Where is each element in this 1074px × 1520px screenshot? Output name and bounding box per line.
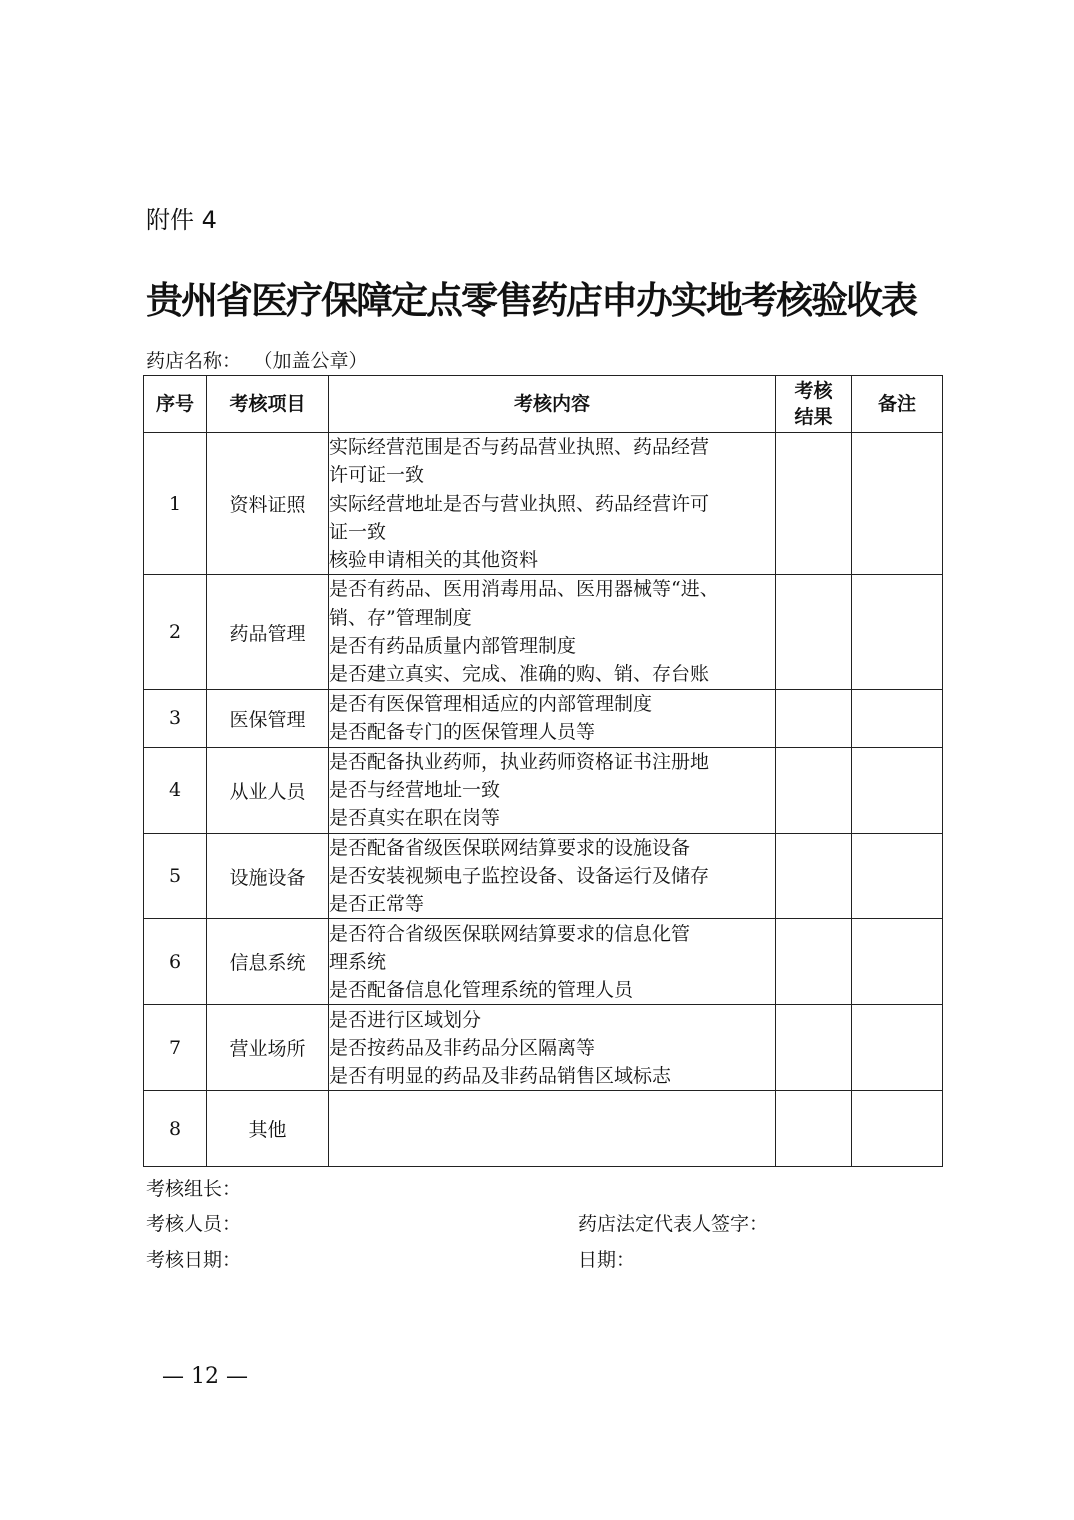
row-remark-cell[interactable] <box>852 575 943 689</box>
document-title: 贵州省医疗保障定点零售药店申办实地考核验收表 <box>146 279 916 322</box>
row-result-cell[interactable] <box>776 833 852 919</box>
table-row <box>144 575 943 689</box>
table-row <box>144 1005 943 1091</box>
row-number: 7 <box>144 1005 207 1091</box>
table-row <box>144 433 943 575</box>
staff-signature-label: 考核人员： <box>146 1213 242 1235</box>
content-line: 是否有明显的药品及非药品销售区域标志 <box>329 1065 672 1088</box>
store-name-label: 药店名称： <box>146 350 242 372</box>
content-line: 核验申请相关的其他资料 <box>329 549 539 572</box>
content-line: 许可证一致 <box>329 464 425 487</box>
content-line: 是否有医保管理相适应的内部管理制度 <box>329 692 653 715</box>
annex-label: 附件 4 <box>146 206 217 234</box>
row-item: 从业人员 <box>207 747 329 833</box>
row-content <box>329 433 776 575</box>
table-row <box>144 747 943 833</box>
row-item: 营业场所 <box>207 1005 329 1091</box>
row-remark-cell[interactable] <box>852 747 943 833</box>
content-line: 是否与经营地址一致 <box>329 778 501 801</box>
row-remark-cell[interactable] <box>852 1091 943 1167</box>
row-remark-cell[interactable] <box>852 1005 943 1091</box>
inspection-date-label: 考核日期： <box>146 1249 242 1271</box>
row-item: 资料证照 <box>207 433 329 575</box>
row-number: 6 <box>144 919 207 1005</box>
row-content <box>329 747 776 833</box>
header-result <box>776 376 852 433</box>
content-line: 是否配备执业药师，执业药师资格证书注册地 <box>329 750 710 773</box>
row-content <box>329 1091 776 1167</box>
inspection-table <box>143 375 943 1167</box>
content-line: 是否配备省级医保联网结算要求的设施设备 <box>329 836 691 859</box>
row-result-cell[interactable] <box>776 433 852 575</box>
row-number: 5 <box>144 833 207 919</box>
table-row <box>144 1091 943 1167</box>
content-line: 实际经营范围是否与药品营业执照、药品经营 <box>329 436 710 458</box>
content-line: 理系统 <box>329 950 387 973</box>
content-line: 是否正常等 <box>329 893 425 916</box>
rep-date-label: 日期： <box>578 1249 636 1271</box>
content-line: 是否安装视频电子监控设备、设备运行及储存 <box>329 864 710 887</box>
row-number: 8 <box>144 1091 207 1167</box>
table-row <box>144 919 943 1005</box>
header-remark: 备注 <box>852 376 943 433</box>
content-line: 是否符合省级医保联网结算要求的信息化管 <box>329 922 691 945</box>
row-remark-cell[interactable] <box>852 919 943 1005</box>
store-name-line <box>146 346 368 373</box>
row-remark-cell[interactable] <box>852 689 943 747</box>
content-line: 实际经营地址是否与营业执照、药品经营许可 <box>329 492 710 515</box>
row-number: 2 <box>144 575 207 689</box>
content-line: 是否按药品及非药品分区隔离等 <box>329 1036 596 1059</box>
header-result-line-2: 结果 <box>794 406 833 428</box>
seal-note: （加盖公章） <box>263 350 368 372</box>
content-line: 证一致 <box>329 520 387 543</box>
table-header-row <box>144 376 943 433</box>
header-item: 考核项目 <box>207 376 329 433</box>
row-content <box>329 833 776 919</box>
leader-signature-label: 考核组长： <box>146 1178 242 1200</box>
content-line: 是否有药品质量内部管理制度 <box>329 635 577 658</box>
content-line: 销、存”管理制度 <box>329 606 472 629</box>
row-remark-cell[interactable] <box>852 433 943 575</box>
content-line: 是否真实在职在岗等 <box>329 807 501 830</box>
table-row <box>144 689 943 747</box>
row-remark-cell[interactable] <box>852 833 943 919</box>
row-result-cell[interactable] <box>776 747 852 833</box>
row-result-cell[interactable] <box>776 1005 852 1091</box>
row-item: 信息系统 <box>207 919 329 1005</box>
row-content <box>329 1005 776 1091</box>
table-row <box>144 833 943 919</box>
page-number: — 12 — <box>162 1364 248 1389</box>
row-content <box>329 689 776 747</box>
header-content: 考核内容 <box>329 376 776 433</box>
row-result-cell[interactable] <box>776 919 852 1005</box>
row-item: 药品管理 <box>207 575 329 689</box>
row-content <box>329 575 776 689</box>
row-result-cell[interactable] <box>776 689 852 747</box>
header-result-line-1: 考核 <box>794 380 833 402</box>
row-result-cell[interactable] <box>776 1091 852 1167</box>
row-number: 3 <box>144 689 207 747</box>
content-line: 是否建立真实、完成、准确的购、销、存台账 <box>329 663 710 686</box>
row-content <box>329 919 776 1005</box>
row-item: 其他 <box>207 1091 329 1167</box>
row-number: 4 <box>144 747 207 833</box>
content-line: 是否进行区域划分 <box>329 1008 482 1031</box>
row-item: 设施设备 <box>207 833 329 919</box>
content-line: 是否有药品、医用消毒用品、医用器械等“进、 <box>329 578 719 601</box>
legal-rep-signature-label: 药店法定代表人签字： <box>578 1213 769 1235</box>
row-item: 医保管理 <box>207 689 329 747</box>
content-line: 是否配备专门的医保管理人员等 <box>329 721 596 744</box>
row-result-cell[interactable] <box>776 575 852 689</box>
content-line: 是否配备信息化管理系统的管理人员 <box>329 979 634 1002</box>
row-number: 1 <box>144 433 207 575</box>
header-no: 序号 <box>144 376 207 433</box>
